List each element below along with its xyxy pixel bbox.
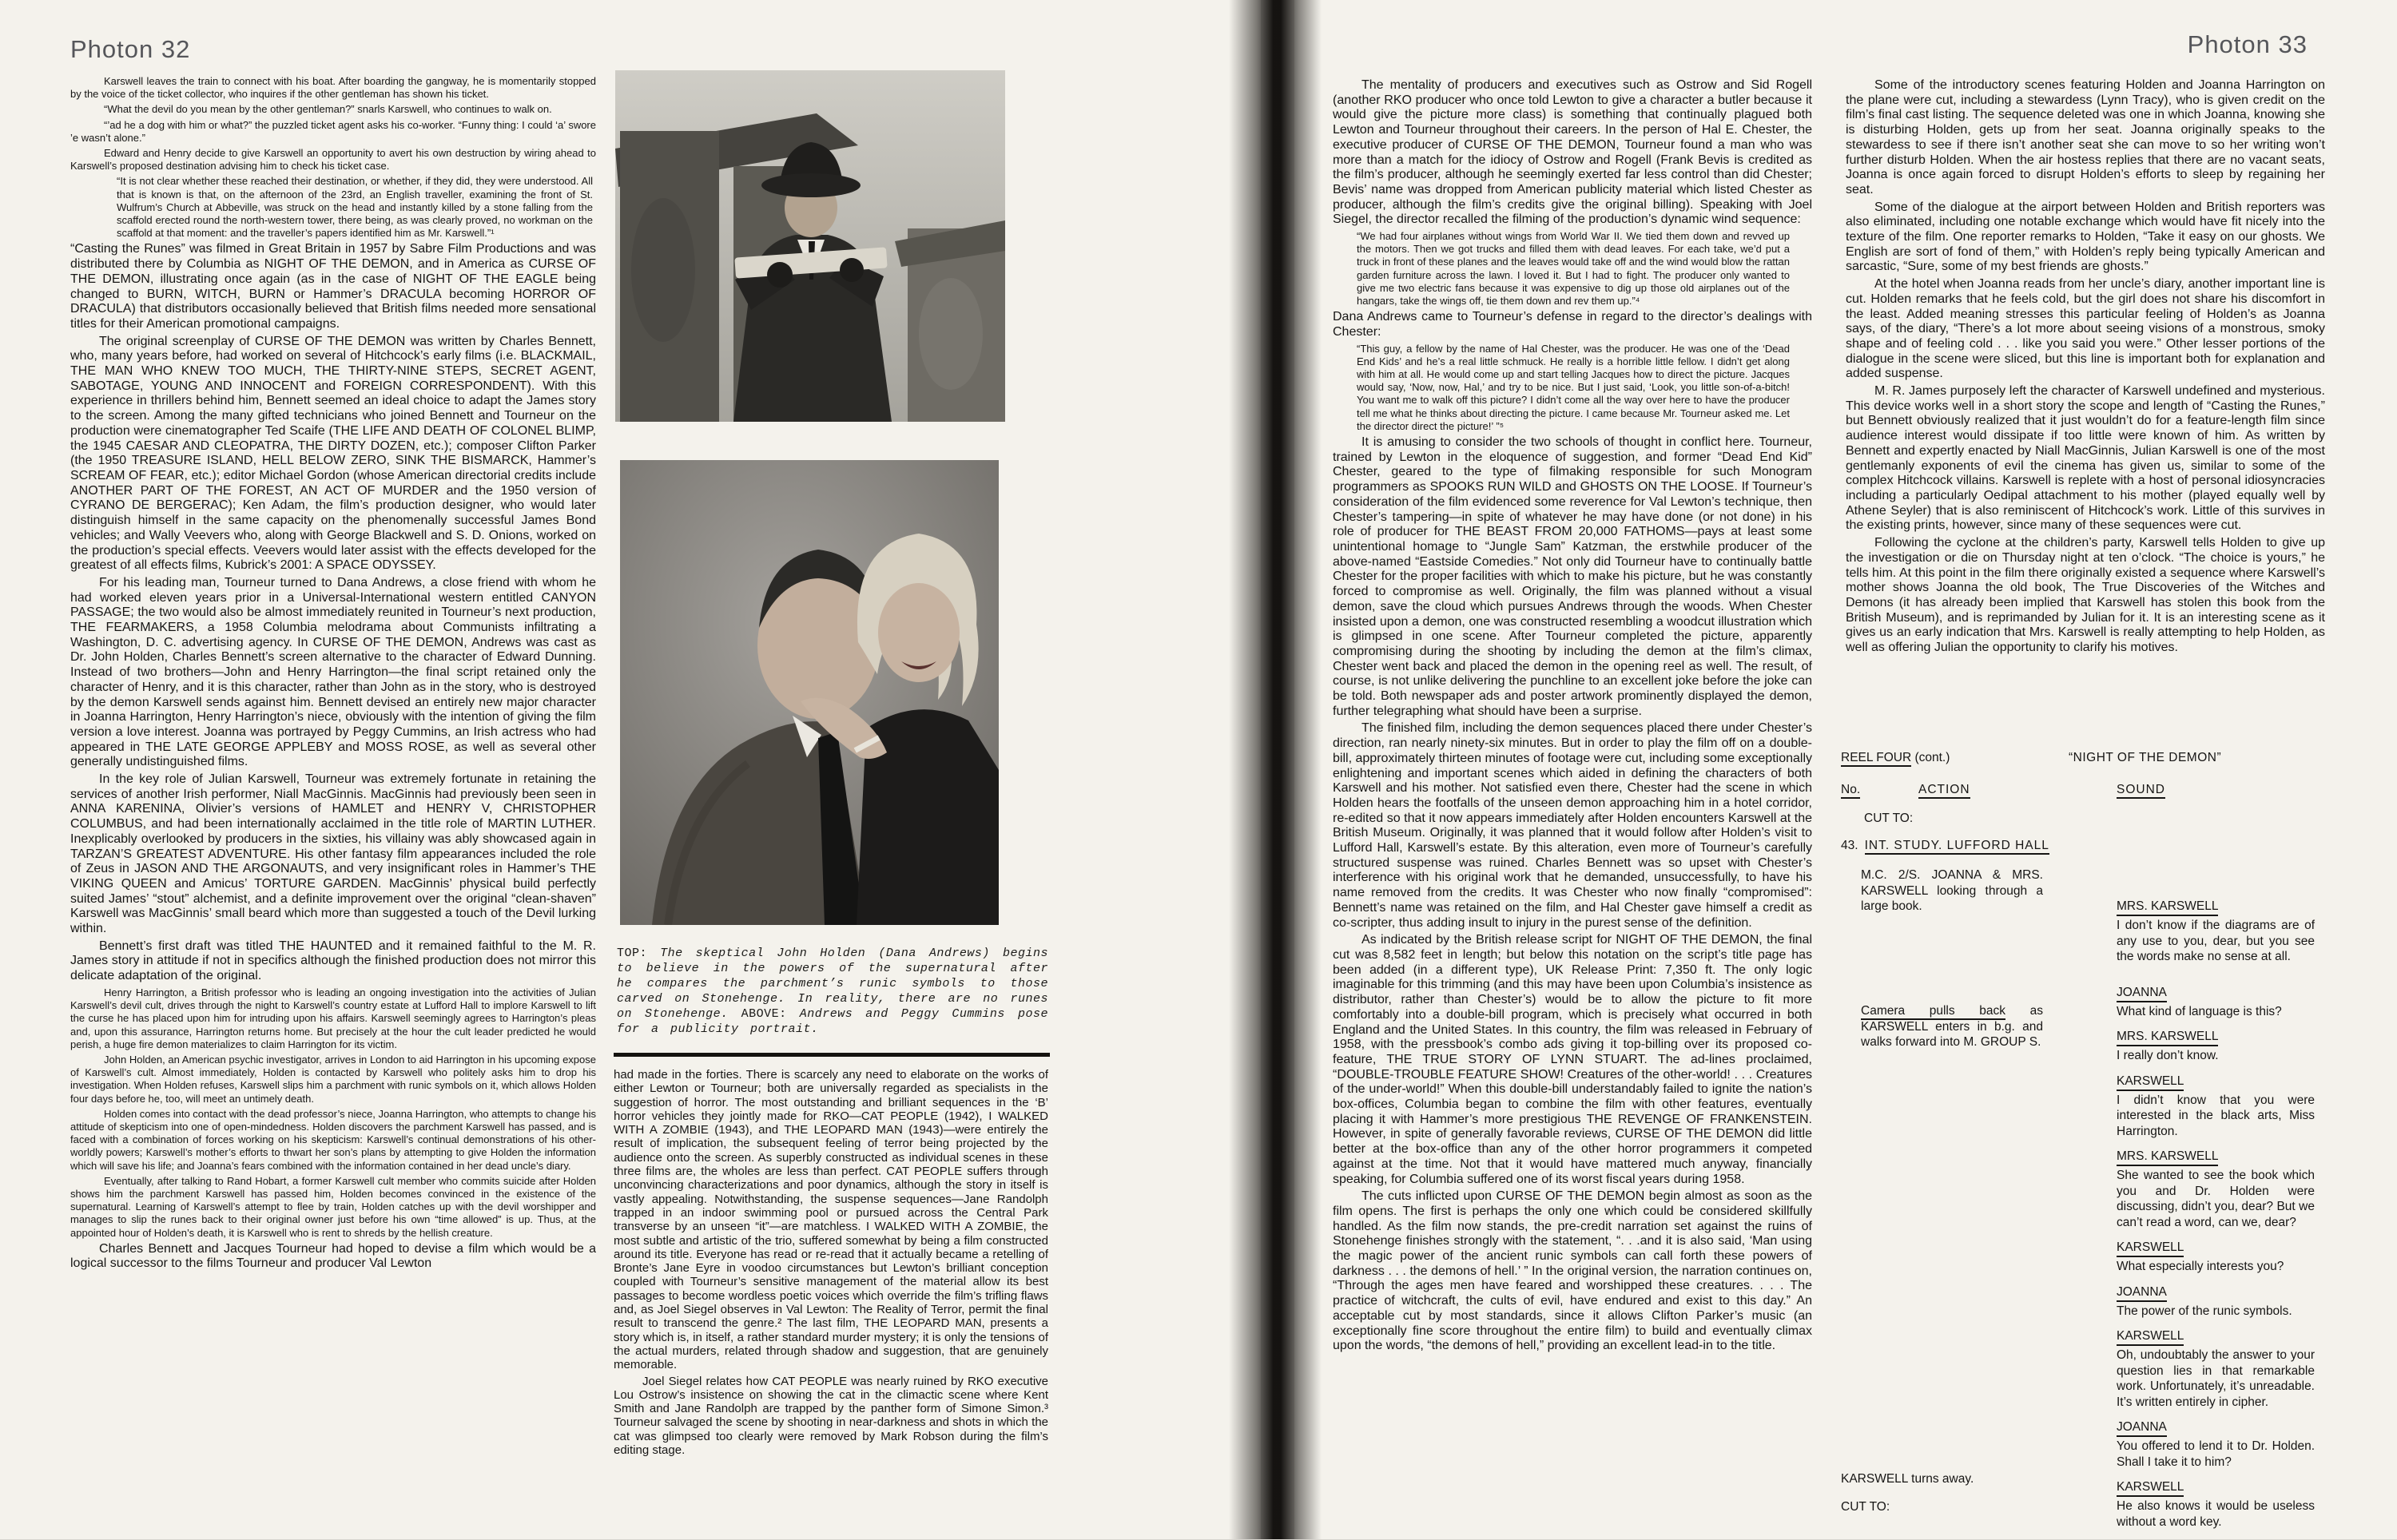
action-2-underlined: Camera pulls back <box>1861 1004 2005 1020</box>
cut-to-top: CUT TO: <box>1864 812 1914 825</box>
paragraph: At the hotel when Joanna reads from her uncle’s diary, another important line is cut. Holden remarks that he feels cold, but the girl does not share his discomfort in the least. Added meaning stresses this particular feeling of Holden’s as Joanna says, of the diary, “There’s a lot more about seeing visions of a monstrous, smoky shape and of feeling cold . . . like you said you were.” Other lesser portions of the dialogue in the scene were sliced, but this line is important both for explanation and added suspense. <box>1846 277 2325 381</box>
speech <box>2117 1074 2315 1140</box>
dialogue-line: You offered to lend it to Dr. Holden. Shall I take it to him? <box>2117 1439 2315 1469</box>
dialogue-line: She wanted to see the book which you and Dr. Holden were discussing, didn’t you, dear? But we can’t read a word, can we, dear? <box>2117 1169 2315 1229</box>
column-header-no: No. <box>1841 783 1860 797</box>
character-name: KARSWELL <box>2117 1074 2184 1091</box>
speech <box>2117 1420 2315 1470</box>
character-name: MRS. KARSWELL <box>2117 1030 2218 1046</box>
stonehenge-photo <box>615 70 1005 422</box>
speech <box>2117 1240 2315 1275</box>
paragraph: had made in the forties. There is scarcely any need to elaborate on the works of either Lewton or Tourneur; both are universally regarded as specialists in the suggestion of horror. The most outstanding and brilliant sequences in the ‘B’ horror vehicles they jointly made for RKO—CAT PEOPLE (1942), I WALKED WITH A ZOMBIE (1943), and THE LEOPARD MAN (1943)—were entirely the result of implication, the subsequent feeling of terror being projected by the audience onto the screen. As superbly constructed as individual scenes in these three films are, the wholes are less than perfect. CAT PEOPLE suffers through unconvincing characterizations and poor dynamics, although the story in itself is vastly appealing. Notwithstanding, the suspense sequences—Jane Randolph trapped in an indoor swimming pool or pursued across the Central Park transverse by an unseen “it”—are matchless. I WALKED WITH A ZOMBIE, the most subtle and artistic of the trio, suffered somewhat by being a film constructed around its title. Everyone has read or re-read that it actually became a retelling of Bronte’s Jane Eyre in voodoo circumstances but Lewton’s brilliant conception coupled with Tourneur’s sensitive management of the material allow its best passages to become wordless poetic voices which override the film’s trifling flaws and, as Joel Siegel observes in Val Lewton: The Reality of Terror, permit the final result to transcend the genre.² The last film, THE LEOPARD MAN, presents a story which is, in itself, a rather standard murder mystery; it is only the tensions of the actual murders, related through shadow and suggestion, that are genuinely memorable. <box>614 1068 1048 1372</box>
paragraph: “This guy, a fellow by the name of Hal Chester, was the producer. He was one of the ‘Dead End Kids’ and he’s a real little schmuck. He really is a horrible little fellow. I didn’t get along with him at all. He would come up and start telling Jacques how to direct the picture. Jacques would say, ‘Now, now, Hal,’ and try to be nice. But I just said, ‘Look, you little son-of-a-bitch! You want me to walk off this picture? I didn’t come all the way over here to have the producer tell me what he thinks about directing the picture. I came because Mr. Tourneur asked me. Let the director direct the picture!’ ”⁵ <box>1357 342 1790 432</box>
paragraph: As indicated by the British release script for NIGHT OF THE DEMON, the final cut was 8,582 feet in length; but below this notation on the script’s title page has been added (in a different type), UK Release Print: 7,350 ft. The only logic imaginable for this trimming (and this may have been upon Columbia’s insistence as distributor, rather than Chester’s) would be to allow the picture to fit more comfortably into a double-bill program, which is precisely what occurred in both England and the United States. In this country, the film was released in February of 1958, with the pressbook’s combo ads giving it top-billing over its proposed co-feature, THE TRUE STORY OF LYNN STUART. The ad-lines proclaimed, “DOUBLE-TROUBLE FEATURE SHOW! Creatures of the other-world! . . . Creatures of the under-world!” When this double-bill understandably failed to ignite the nation’s box-offices, Columbia began to combine the film with other features, eventually placing it with Hammer’s more prestigious THE REVENGE OF FRANKENSTEIN. However, in spite of generally favorable reviews, CURSE OF THE DEMON did little better at the box-office than any of the other horror programmers it competed against at the time. Not that it would have mattered much anyway, financially speaking, for Columbia suffered one of its worst fiscal years during 1958. <box>1333 933 1812 1186</box>
speech <box>2117 1480 2315 1530</box>
paragraph: Joel Siegel relates how CAT PEOPLE was nearly ruined by RKO executive Lou Ostrow’s insistence on showing the cat in the climactic scene where Kent Smith and Jane Randolph are trapped by the panther form of Simone Simon.³ Tourneur salvaged the scene by shooting in near-darkness and shots in which the cat was glimpsed too clearly were removed by Mark Robson during the film’s editing stage. <box>614 1374 1048 1458</box>
dialogue-line: I don’t know if the diagrams are of any use to you, dear, but you see the words make no sense at all. <box>2117 919 2315 963</box>
paragraph: “What the devil do you mean by the other gentleman?” snarls Karswell, who continues to walk on. <box>104 103 552 116</box>
action-2-rest: as KARSWELL enters in b.g. and walks forward into M. GROUP S. <box>1861 1004 2043 1049</box>
paragraph: Eventually, after talking to Rand Hobart, a former Karswell cult member who commits suicide after Holden shows him the parchment Karswell has passed him, Holden becomes convinced in the existence of the supernatural. Learning of Karswell’s attempt to flee by train, Holden catches up with the devil worshipper and manages to slip the runes back to their original owner just before his own “time allowed” is up. Thus, at the appointed hour of Holden’s death, it is Karswell who is rent to shreds by the hellish creature. <box>70 1174 596 1239</box>
cut-to-bottom: CUT TO: <box>1841 1500 1890 1514</box>
right-page-column-1 <box>1333 78 1812 1500</box>
reel-heading-underlined: REEL FOUR <box>1841 751 1911 767</box>
action-karswell-turns: KARSWELL turns away. <box>1841 1472 1974 1486</box>
paragraph: Charles Bennett and Jacques Tourneur had hoped to devise a film which would be a logical successor to the films Tourneur and producer Val Lewton <box>70 1241 596 1271</box>
page-number-left: Photon 32 <box>70 35 191 63</box>
character-name: KARSWELL <box>2117 1329 2184 1346</box>
column-divider-rule <box>614 1053 1050 1057</box>
column-header-sound: SOUND <box>2117 783 2165 797</box>
scene-heading-text: INT. STUDY. LUFFORD HALL <box>1865 839 2049 855</box>
character-name: KARSWELL <box>2117 1480 2184 1497</box>
paragraph: In the key role of Julian Karswell, Tourneur was extremely fortunate in retaining the services of another Irish performer, Niall MacGinnis. MacGinnis had previously been seen in ANNA KARENINA, Olivier’s versions of HAMLET and HENRY V, CHRISTOPHER COLUMBUS, and had been internationally acclaimed in the title role of MARTIN LUTHER. Inexplicably overlooked by producers in the sixties, his villainy was ably showcased again in TARZAN’S GREATEST ADVENTURE. His other fantasy film appearances included the role of Zeus in JASON AND THE ARGONAUTS, and very insignificant roles in Hammer’s THE VIKING QUEEN and Amicus’ TORTURE GARDEN. MacGinnis’ physical build perfectly suited James’ “stout” alchemist, and a definite improvement over the original “clean-shaven” Karswell was MacGinnis’ small beard which more than suggested a touch of the Devil lurking within. <box>70 772 596 936</box>
paragraph: “’ad he a dog with him or what?” the puzzled ticket agent asks his co-worker. “Funny thing: I could ‘a’ swore ’e wasn’t alone.” <box>70 118 596 144</box>
dialogue-line: Oh, undoubtably the answer to your question lies in that remarkable work. Unfortunately, it’s unreadable. It’s written entirely in cipher. <box>2117 1348 2315 1409</box>
dialogue-line: The power of the runic symbols. <box>2117 1304 2292 1318</box>
caption-segment: ABOVE: Andrews and Peggy Cummins pose for a publicity portrait. <box>617 1007 1048 1036</box>
speech <box>2117 1149 2315 1230</box>
paragraph: Following the cyclone at the children’s party, Karswell tells Holden to give up the investigation or die on Thursday night at ten o’clock. “The choice is yours,” he tells him. At this point in the film there originally existed a sequence where Karswell’s mother shows Joanna the old book, The True Discoveries of the Witches and Demons (it has already been implied that Karswell has stolen this book from the British Museum), and is reprimanded by Julian for it. It is an interesting scene as it gives us an early indication that Mrs. Karswell is really attempting to help Holden, as well as offering Julian the opportunity to clarify his motives. <box>1846 536 2325 655</box>
paragraph: Dana Andrews came to Tourneur’s defense in regard to the director’s dealings with Chester: <box>1333 310 1812 339</box>
paragraph: The finished film, including the demon sequences placed there under Chester’s direction, ran nearly ninety-six minutes. But in order to play the film off on a double-bill, approximately thirteen minutes of footage were cut, including some exceptionally enlightening and important scenes which aided in defining the characters of both Karswell and his mother. Not satisfied even there, Chester had the scene in which Holden hears the footfalls of the unseen demon approaching him in a hotel corridor, re-edited so that it now appears immediately after Holden encounters Karswell at the British Museum. Originally, it was planned that it would follow after Holden’s visit to Lufford Hall, Karswell’s estate. By this alteration, even more of Tourneur’s carefully structured suspense was ruined. Charles Bennett was so upset with Chester’s interference with his original work that he demanded, unsuccessfully, to have his name removed from the credits. It was Chester who now finally “compromised”: Bennett’s name was retained on the film, and Hal Chester gave himself a credit as co-scripter, thus adding insult to injury in the purest sense of the definition. <box>1333 721 1812 930</box>
publicity-portrait-photo <box>620 460 999 925</box>
page-33 <box>1294 0 2397 1539</box>
character-name: JOANNA <box>2117 986 2167 1002</box>
paragraph: M. R. James purposely left the character of Karswell undefined and mysterious. This device works well in a short story the scope and length of “Casting the Runes,” but Bennett obviously realized that it just wouldn’t do for a feature-length film since audience interest would dissipate if too little were known of him. As written by Bennett and expertly enacted by Niall MacGinnis, Julian Karswell is one of the most gentlemanly exponents of evil the cinema has given us, similar to some of the complex Hitchcock villains. Karswell is replete with a host of personal idiosyncracies including a particularly Oedipal attachment to his mother (played equally well by Athene Seyler) that is also reminiscent of Hitchcock’s work. Little of this survives in the existing prints, however, since many of these sequences were cut. <box>1846 384 2325 533</box>
column-header-action: ACTION <box>1918 783 1970 797</box>
speech <box>2117 899 2315 965</box>
dialogue-line: He also knows it would be useless without a word key. <box>2117 1499 2315 1529</box>
speech <box>2117 1030 2315 1064</box>
scene-number: 43. <box>1841 839 1858 852</box>
paragraph: The cuts inflicted upon CURSE OF THE DEMON begin almost as soon as the film opens. The first is perhaps the only one which could be considered skillfully handled. As the film now stands, the pre-credit narration set against the ruins of Stonehenge finishes strongly with the statement, “. . .and it is also said, ‘Man using the magic power of the ancient runic symbols can call forth these powers of darkness . . . the demons of hell.’ ” In the original version, the narration continues on, “Through the ages men have feared and worshipped these creatures. . . . The practice of witchcraft, the cults of evil, have endured and exist to this day.” An acceptable cut by most standards, since it allows Clifton Parker’s music (an exceptionally fine score throughout the entire film) to build and eventually climax upon the words, “the demons of hell,” providing an excellent lead-in to the title. <box>1333 1189 1812 1353</box>
action-block-1: M.C. 2/S. JOANNA & MRS. KARSWELL looking through a large book. <box>1861 868 2043 913</box>
sound-column <box>2117 899 2315 1540</box>
paragraph: Bennett’s first draft was titled THE HAUNTED and it remained faithful to the M. R. James story in attitude if not in specifics although the finished production does not mirror this delicate adaptation of the original. <box>70 939 596 983</box>
dialogue-line: What especially interests you? <box>2117 1260 2284 1273</box>
speech <box>2117 1285 2315 1320</box>
character-name: MRS. KARSWELL <box>2117 899 2218 916</box>
character-name: MRS. KARSWELL <box>2117 1149 2218 1166</box>
paragraph: Some of the introductory scenes featuring Holden and Joanna Harrington on the plane were cut, including a stewardess (Lynn Tracy), who is given credit on the film’s final cast listing. The sequence deleted was one in which Joanna, knowing she is disturbing Holden, gets up from her seat. Joanna originally speaks to the stewardess to see if there isn’t another seat she can move to so her writing won’t further disturb Holden. When the air hostess replies that there are no vacant seats, Joanna is once again forced to disrupt Holden’s efforts to sleep by regaining her seat. <box>1846 78 2325 196</box>
action-block-2 <box>1861 1003 2043 1050</box>
scene-heading <box>1841 839 2049 853</box>
paragraph: Some of the dialogue at the airport between Holden and British reporters was also eliminated, including one notable exchange which would have fit nicely into the texture of the film. One reporter remarks to Holden, “Take it easy on our ghosts. We English are sort of fond of them,” with Holden’s reply being typically American and sarcastic, “Sure, some of my best friends are ghosts.” <box>1846 200 2325 274</box>
left-page-column-1 <box>70 75 596 1524</box>
reel-heading-cont: (cont.) <box>1911 751 1950 764</box>
paragraph: John Holden, an American psychic investigator, arrives in London to aid Harrington in his upcoming expose of Karswell’s cult. Almost immediately, Holden is contacted by Karswell who politely asks him to drop his investigation. When Holden refuses, Karswell slips him a parchment with runic symbols on it, which allows Holden four days before he, too, will meet an untimely death. <box>70 1053 596 1105</box>
dialogue-line: I really don’t know. <box>2117 1049 2219 1062</box>
right-page-column-2 <box>1846 78 2325 717</box>
paragraph: “It is not clear whether these reached their destination, or whether, if they did, they were understood. All that is known is that, on the afternoon of the 23rd, an English traveller, examining the front of St. Wulfrum’s Church at Abbeville, was struck on the head and instantly killed by a stone falling from the scaffold erected round the north-western tower, there being, as was clearly proved, no workman on the scaffold at that moment: and the traveller’s papers identified him as Mr. Karswell.”¹ <box>117 175 593 240</box>
character-name: KARSWELL <box>2117 1240 2184 1257</box>
character-name: JOANNA <box>2117 1420 2167 1437</box>
paragraph: Edward and Henry decide to give Karswell an opportunity to avert his own destruction by wiring ahead to Karswell’s proposed destination advising him to check his ticket case. <box>70 147 596 173</box>
paragraph: “Casting the Runes” was filmed in Great Britain in 1957 by Sabre Film Productions and was distributed there by Columbia as NIGHT OF THE DEMON, and in America as CURSE OF THE DEMON, illustrating once again (as in the case of NIGHT OF THE EAGLE being changed to BURN, WITCH, BURN or Hammer’s DRACULA becoming HORROR OF DRACULA) that distributors occasionally believed that British films needed more sensational titles for their American promotional campaigns. <box>70 242 596 331</box>
reel-heading <box>1841 751 1950 765</box>
left-page-column-2 <box>614 1068 1048 1523</box>
script-film-title: “NIGHT OF THE DEMON” <box>2069 751 2222 764</box>
paragraph: It is amusing to consider the two schools of thought in conflict here. Tourneur, trained by Lewton in the eloquence of suggestion, and former “Dead End Kid” Chester, geared to the type of filmaking responsible for such Monogram programmers as SPOOKS RUN WILD and GHOSTS ON THE LOOSE. If Tourneur’s consideration of the film evidenced some reverence for Val Lewton’s technique, then Chester’s tampering—in spite of whatever he may have done (or not done) in his role of producer for THE BEAST FROM 20,000 FATHOMS—pays at least some unintentional homage to “Jungle Sam” Katzman, the erstwhile producer of the above-named “Eastside Comedies.” Not only did Tourneur have to continually battle Chester for the proper facilities with which to make his picture, but he was constantly forced to compromise as well. Originally, the film was planned without a visual demon, save the cloud which pursues Andrews through the woods. When Chester insisted upon a demon, one was constructed resembling a woodcut illustration which is glimpsed in one scene. After Tourneur completed the picture, apparently compromising during the shooting by including the demon at the film’s climax, Chester went back and placed the demon in the opening reel as well. The result, of course, is not unlike delivering the punchline to an excellent joke before the joke can be told. Both newspaper ads and poster artwork prominently displayed the demon, further telegraphing what should have been a surprise. <box>1333 435 1812 718</box>
paragraph: Holden comes into contact with the dead professor’s niece, Joanna Harrington, who attempts to change his attitude of skepticism into one of open-mindedness. Holden discovers the parchment Karswell has passed, and is faced with a combination of forces working on his skepticism: Karswell’s continual demonstrations of his other-worldly powers; Karswell’s mother’s efforts to thwart her son’s plans by attempting to give Holden the information which will save his life; and Joanna’s fears combined with the information contained in her dead uncle’s diary. <box>70 1107 596 1172</box>
dialogue-line: What kind of language is this? <box>2117 1004 2282 1018</box>
page-number-right: Photon 33 <box>2187 30 2308 58</box>
paragraph: The mentality of producers and executives such as Ostrow and Sid Rogell (another RKO producer who once told Lewton to give a character a butler because it would give the picture more class) is something that continually plagued both Lewton and Tourneur throughout their careers. In the person of Hal E. Chester, the executive producer of CURSE OF THE DEMON, Tourneur found a man who was more than a match for the idiocy of Ostrow and Rogell (Frank Bevis is credited as the film’s producer, although he seemingly exerted far less control than did Chester; Bevis’ name was dropped from American publicity material which listed Chester as producer, although the film’s credits give the original billing). Speaking with Joel Siegel, the director recalled the filming of the production’s dynamic wind sequence: <box>1333 78 1812 227</box>
paragraph: “We had four airplanes without wings from World War II. We tied them down and revved up the motors. Then we got trucks and filled them with dead leaves. For each take, we’d put a truck in front of these planes and the leaves would take off and the wind would blow the rattan garden furniture across the lawn. I loved it. But I had to fight. The producer only wanted to give me two electric fans because it was expensive to dig up those old airplanes out of the hangars, take the wings off, tie them down and rev them up.”⁴ <box>1357 230 1790 308</box>
paragraph: For his leading man, Tourneur turned to Dana Andrews, a close friend with whom he had worked eleven years prior in a Universal-International western entitled CANYON PASSAGE; the two would also be almost immediately reunited in Tourneur’s next production, THE FEARMAKERS, a 1958 Columbia melodrama about Communists infiltrating a Washington, D. C. advertising agency. In CURSE OF THE DEMON, Andrews was cast as Dr. John Holden, Charles Bennett’s screen alternative to the character of Edward Dunning. Instead of two brothers—John and Henry Harrington—the final script retained only the character of Henry, and it is this character, rather than John as in the story, who is destroyed by the demon Karswell sends against him. Bennett devised an entirely new major character in Joanna Harrington, Henry Harrington’s niece, obviously with the intention of giving the film version a love interest. Joanna was portrayed by Peggy Cummins, an Irish actress who had appeared in THE LATE GEORGE APPLEBY and MOSS ROSE, as well as several other generally undistinguished films. <box>70 575 596 769</box>
dialogue-line: I didn’t know that you were interested in the black arts, Miss Harrington. <box>2117 1093 2315 1138</box>
speech <box>2117 1329 2315 1410</box>
speech <box>2117 986 2315 1020</box>
paragraph: The original screenplay of CURSE OF THE DEMON was written by Charles Bennett, who, many years before, had worked on several of Hitchcock’s early films (i.e. BLACKMAIL, THE MAN WHO KNEW TOO MUCH, THE THIRTY-NINE STEPS, SECRET AGENT, SABOTAGE, YOUNG AND INNOCENT and FOREIGN CORRESPONDENT). With this experience in thrillers behind him, Bennett seemed an ideal choice to adapt the James story to the screen. Among the many gifted technicians who joined Bennett and Tourneur on the production were cinematographer Ted Scaife (THE LIFE AND DEATH OF COLONEL BLIMP, the 1945 CAESAR AND CLEOPATRA, THE DIRTY DOZEN, etc.); composer Clifton Parker (the 1950 TREASURE ISLAND, HELL BELOW ZERO, SINK THE BISMARCK, Hammer’s SCREAM OF FEAR, etc.); editor Michael Gordon (whose American directorial credits include ANOTHER PART OF THE FOREST, AN ACT OF MURDER and the 1950 version of CYRANO DE BERGERAC); Ken Adam, the film’s production designer, who would later distinguish himself in the same capacity on the phenomenally successful James Bond vehicles; and Wally Veevers who, along with George Blackwell and S. D. Onions, worked on the production’s special effects. Veevers would later assist with the effects developed for the greatest of all effects films, Kubrick’s 2001: A SPACE ODYSSEY. <box>70 334 596 573</box>
photo-caption <box>617 946 1048 1037</box>
paragraph: Karswell leaves the train to connect with his boat. After boarding the gangway, he is momentarily stopped by the voice of the ticket collector, who inquires if the other gentleman has shown his ticket. <box>70 75 596 101</box>
paragraph: Henry Harrington, a British professor who is leading an ongoing investigation into the activities of Julian Karswell’s devil cult, drives through the night to Karswell’s country estate at Lufford Hall to implore Karswell to lift the curse he has placed upon him for intruding upon his affairs. Karswell seemingly agrees to Harrington’s pleas and, upon this assurance, Harrington returns home. But precisely at the hour the cult leader predicted he would perish, a huge fire demon materializes to claim Harrington for its victim. <box>70 986 596 1050</box>
caption-segment: TOP: The skeptical John Holden (Dana Andrews) begins to believe in the powers of the supernatural after he compares the parchment’s runic symbols to those carved on Stonehenge. In reality, there are no runes on Stonehenge. <box>617 947 1048 1021</box>
character-name: JOANNA <box>2117 1285 2167 1302</box>
script-excerpt <box>1834 749 2377 1539</box>
